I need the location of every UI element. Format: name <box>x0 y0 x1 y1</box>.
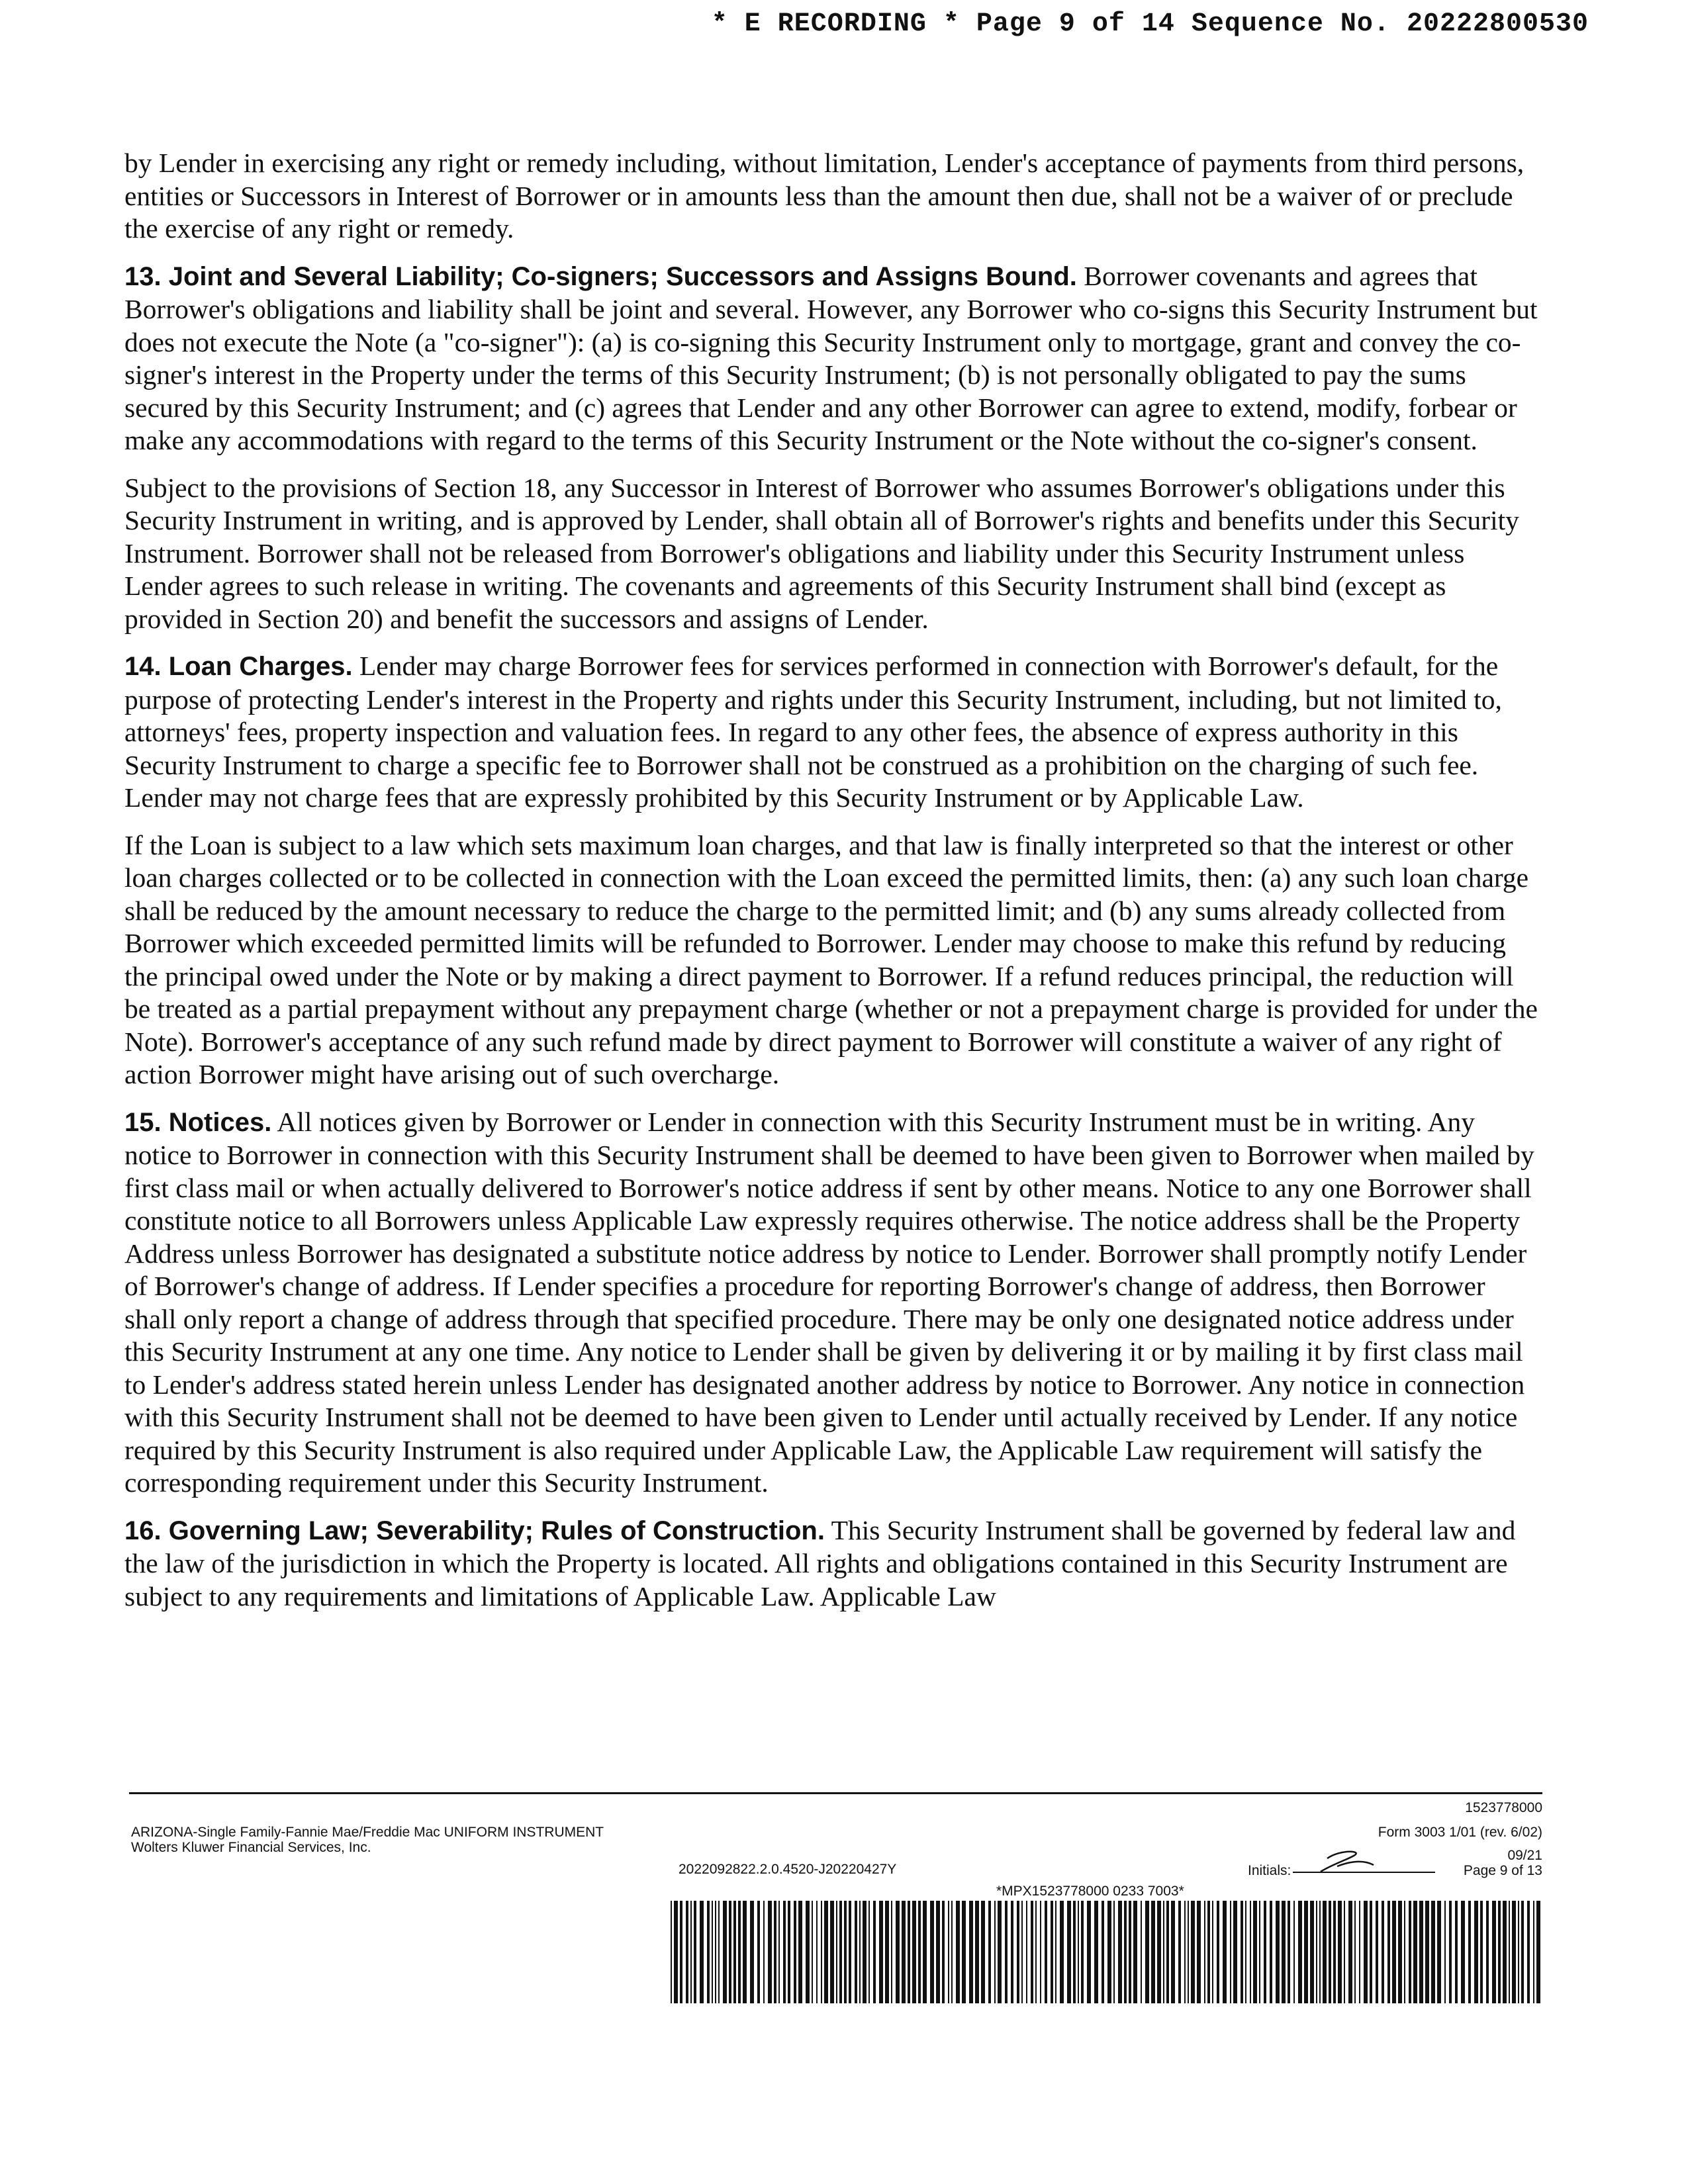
initials-label: Initials: <box>1248 1863 1291 1878</box>
section-16-title: 16. Governing Law; Severability; Rules of Construction. <box>124 1516 825 1545</box>
recording-stamp: * E RECORDING * Page 9 of 14 Sequence No. 20222800530 <box>711 9 1589 39</box>
section-13-paragraph-2: Subject to the provisions of Section 18, any Successor in Interest of Borrower who assumes Borrower's obligations under this Security Instrument in writing, and is approved by Lender, shall obtain all of Borrower's rights and benefits under this Security Instrument. Borrower shall not be released from Borrower's obligations and liability under this Security Instrument unless Lender agrees to such release in writing. The covenants and agreements of this Security Instrument shall bind (except as provided in Section 20) and benefit the successors and assigns of Lender. <box>124 472 1519 634</box>
barcode <box>671 1901 1543 2003</box>
section-13-title: 13. Joint and Several Liability; Co-signers; Successors and Assigns Bound. <box>124 261 1077 291</box>
section-15 <box>124 1106 1541 1500</box>
initials-line <box>1293 1872 1435 1873</box>
form-number: Form 3003 1/01 (rev. 6/02) <box>1378 1825 1542 1840</box>
initials-signature <box>1301 1846 1400 1880</box>
barcode-text: *MPX1523778000 0233 7003* <box>996 1884 1184 1899</box>
footer-divider <box>129 1792 1542 1794</box>
intro-paragraph: by Lender in exercising any right or remedy including, without limitation, Lender's acceptance of payments from third persons, entities or Successors in Interest of Borrower or in amounts less than the amount then due, shall not be a waiver of or preclude the exercise of any right or remedy. <box>124 148 1524 244</box>
section-13-text: Borrower covenants and agrees that Borrower's obligations and liability shall be joint and several. However, any Borrower who co-signs this Security Instrument but does not execute the Note (a "co-signer"): (a) is co-signing this Security Instrument only to mortgage, grant and convey the co-signer's interest in the Property under the terms of this Security Instrument; (b) is not personally obligated to pay the sums secured by this Security Instrument; and (c) agrees that Lender and any other Borrower can agree to extend, modify, forbear or make any accommodations with regard to the terms of this Security Instrument or the Note without the co-signer's consent. <box>124 260 1538 455</box>
section-15-text: All notices given by Borrower or Lender in connection with this Security Instrument must be in writing. Any notice to Borrower in connection with this Security Instrument shall be deemed to have been given to Borrower when mailed by first class mail or when actually delivered to Borrower's notice address if sent by other means. Notice to any one Borrower shall constitute notice to all Borrowers unless Applicable Law expressly requires otherwise. The notice address shall be the Property Address unless Borrower has designated a substitute notice address by notice to Lender. Borrower shall promptly notify Lender of Borrower's change of address. If Lender specifies a procedure for reporting Borrower's change of address, then Borrower shall only report a change of address through that specified procedure. There may be only one designated notice address under this Security Instrument at any one time. Any notice to Lender shall be given by delivering it or by mailing it by first class mail to Lender's address stated herein unless Lender has designated another address by notice to Borrower. Any notice in connection with this Security Instrument shall not be deemed to have been given to Lender until actually received by Lender. If any notice required by this Security Instrument is also required under Applicable Law, the Applicable Law requirement will satisfy the corresponding requirement under this Security Instrument. <box>124 1106 1534 1498</box>
section-13 <box>124 260 1541 457</box>
section-14-paragraph-2: If the Loan is subject to a law which sets maximum loan charges, and that law is finally interpreted so that the interest or other loan charges collected or to be collected in connection with the Loan exceed the permitted limits, then: (a) any such loan charge shall be reduced by the amount necessary to reduce the charge to the permitted limit; and (b) any sums already collected from Borrower which exceeded permitted limits will be refunded to Borrower. Lender may choose to make this refund by reducing the principal owed under the Note or by making a direct payment to Borrower. If a refund reduces principal, the reduction will be treated as a partial prepayment without any prepayment charge (whether or not a prepayment charge is provided for under the Note). Borrower's acceptance of any such refund made by direct payment to Borrower will constitute a waiver of any right of action Borrower might have arising out of such overcharge. <box>124 829 1538 1089</box>
page-number: Page 9 of 13 <box>1463 1863 1542 1878</box>
section-14-text: Lender may charge Borrower fees for services performed in connection with Borrower's default, for the purpose of protecting Lender's interest in the Property and rights under this Security Instrument, including, but not limited to, attorneys' fees, property inspection and valuation fees. In regard to any other fees, the absence of express authority in this Security Instrument to charge a specific fee to Borrower shall not be construed as a prohibition on the charging of such fee. Lender may not charge fees that are expressly prohibited by this Security Instrument or by Applicable Law. <box>124 651 1502 813</box>
form-title: ARIZONA-Single Family-Fannie Mae/Freddie Mac UNIFORM INSTRUMENT <box>131 1825 604 1840</box>
revision-date: 09/21 <box>1507 1848 1542 1863</box>
section-16-text: This Security Instrument shall be governed by federal law and the law of the jurisdiction in which the Property is located. All rights and obligations contained in this Security Instrument are subject to any requirements and limitations of Applicable Law. Applicable Law <box>124 1514 1516 1612</box>
section-15-title: 15. Notices. <box>124 1107 272 1137</box>
section-14-title: 14. Loan Charges. <box>124 652 353 681</box>
loan-number: 1523778000 <box>1465 1800 1542 1815</box>
section-16 <box>124 1514 1541 1614</box>
document-body <box>124 147 1541 1627</box>
section-14 <box>124 650 1541 815</box>
document-code: 2022092822.2.0.4520-J20220427Y <box>679 1862 897 1877</box>
publisher: Wolters Kluwer Financial Services, Inc. <box>131 1840 371 1855</box>
